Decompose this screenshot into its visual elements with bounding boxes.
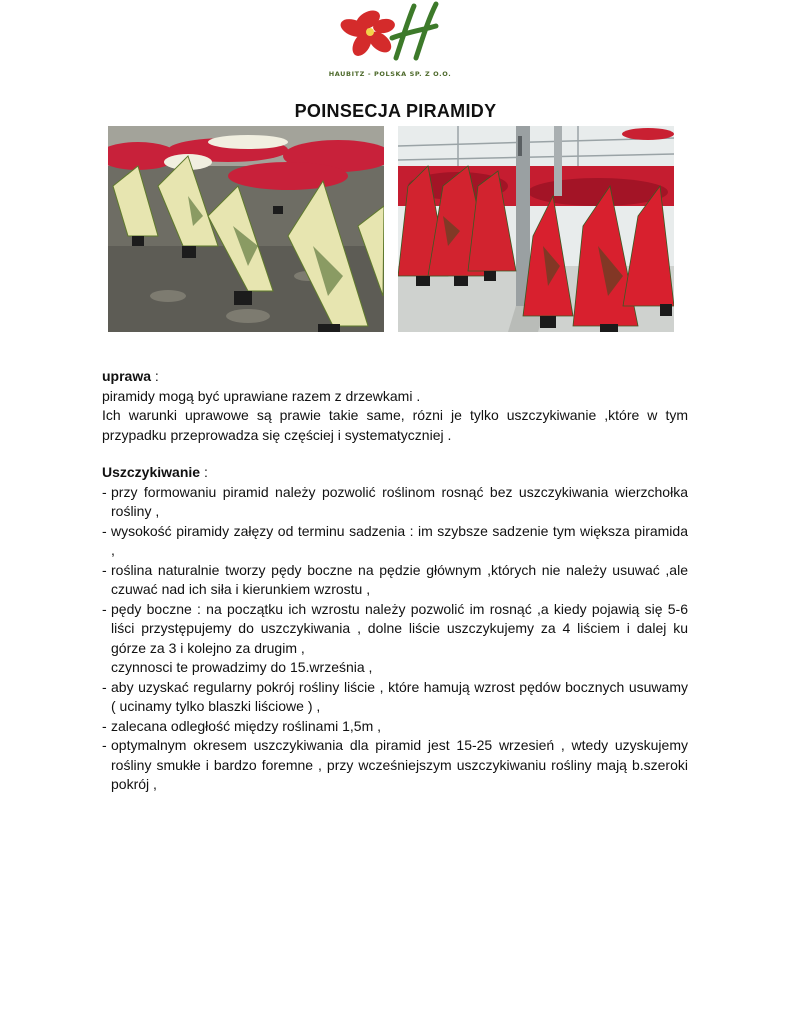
list-item: - roślina naturalnie tworzy pędy boczne na pędzie głównym ,których nie należy usuwać ,ale czuwać nad ich siła i kierunkiem wzrostu , bbox=[102, 561, 688, 597]
poinsettia-logo-icon bbox=[332, 0, 448, 68]
photo-red-poinsettia-pyramids bbox=[398, 126, 674, 332]
list-item: - pędy boczne : na początku ich wzrostu należy pozwolić im rosnąć ,a kiedy pojawią się 5-6 liści przystępujemy do uszczykiwania , dolne liście uszczykujemy za 4 liściem i dalej ku górze za 3 i kolejno za drugim , czynnosci te prowadzimy do 15.września , bbox=[102, 600, 688, 678]
list-item-text: roślina naturalnie tworzy pędy boczne na pędzie głównym ,których nie należy usuwać ,ale czuwać nad ich siła i kierunkiem wzrostu , bbox=[111, 561, 688, 597]
company-logo bbox=[320, 0, 460, 84]
page-title: POINSECJA PIRAMIDY bbox=[294, 101, 497, 121]
list-item-text: pędy boczne : na początku ich wzrostu należy pozwolić im rosnąć ,a kiedy pojawią się 5-6 liści przystępujemy do uszczykiwania , dolne liście uszczykujemy za 4 liściem i dalej ku górze za 3 i kolejno za drugim , bbox=[111, 600, 688, 656]
heading-uprawa: uprawa bbox=[102, 368, 152, 384]
section-heading-pinching bbox=[102, 463, 688, 483]
list-item: - optymalnym okresem uszczykiwania dla piramid jest 15-25 wrzesień , wtedy uzyskujemy rośliny smukłe i bardzo foremne , przy wcześniejszym uszczykiwaniu rośliny mają b.szeroki pokrój , bbox=[102, 737, 688, 792]
cultivation-line-1: piramidy mogą być uprawiane razem z drzewkami . bbox=[102, 387, 421, 404]
list-item: - zalecana odległość między roślinami 1,5m , bbox=[102, 717, 382, 734]
list-item: - przy formowaniu piramid należy pozwolić roślinom rosnąć bez uszczykiwania wierzchołka rośliny , bbox=[102, 483, 688, 519]
section-cultivation bbox=[102, 367, 688, 445]
list-item-text: optymalnym okresem uszczykiwania dla piramid jest 15-25 wrzesień , wtedy uzyskujemy rośliny smukłe i bardzo foremne , przy wcześniejszym uszczykiwaniu rośliny mają b.szeroki pokrój , bbox=[111, 737, 688, 792]
list-item-text: wysokość piramidy załęzy od terminu sadzenia : im szybsze sadzenie tym większa piramida , bbox=[111, 522, 688, 558]
photo-white-poinsettia-pyramids bbox=[108, 126, 384, 332]
list-item-text: aby uzyskać regularny pokrój rośliny liście , które hamują wzrost pędów bocznych usuwamy ( ucinamy tylko blaszki liściowe ) , bbox=[111, 678, 688, 714]
company-name: HAUBITZ - POLSKA SP. Z O.O. bbox=[328, 70, 452, 78]
section-pinching bbox=[102, 463, 688, 795]
heading-suffix: : bbox=[200, 464, 208, 480]
section-heading-cultivation bbox=[102, 367, 688, 387]
list-item-text: przy formowaniu piramid należy pozwolić roślinom rosnąć bez uszczykiwania wierzchołka rośliny , bbox=[111, 483, 688, 519]
list-item-continuation: czynnosci te prowadzimy do 15.września , bbox=[111, 659, 373, 675]
heading-suffix: : bbox=[151, 368, 159, 384]
heading-uszczykiwanie: Uszczykiwanie bbox=[102, 464, 201, 480]
pinching-list bbox=[102, 483, 688, 795]
list-item: - aby uzyskać regularny pokrój rośliny liście , które hamują wzrost pędów bocznych usuwamy ( ucinamy tylko blaszki liściowe ) , bbox=[102, 678, 688, 714]
list-item-text: zalecana odległość między roślinami 1,5m , bbox=[111, 717, 382, 734]
cultivation-line-2: Ich warunki uprawowe są prawie takie same, rózni je tylko uszczykiwanie ,które w tym przypadku przeprowadza się częściej i systematyczniej . bbox=[102, 407, 688, 443]
list-item: - wysokość piramidy załęzy od terminu sadzenia : im szybsze sadzenie tym większa piramida , bbox=[102, 522, 688, 558]
